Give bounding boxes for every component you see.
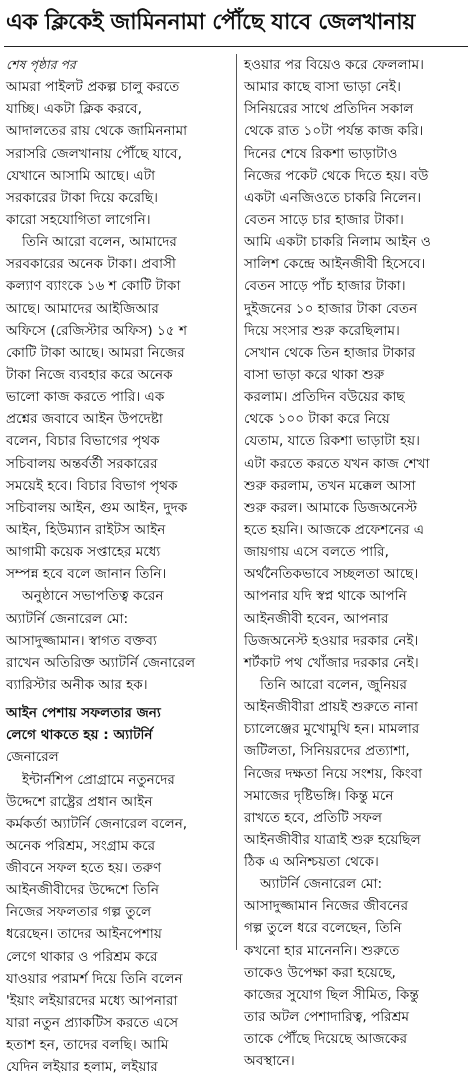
text-line: ধরেছেন। তাদের আইনপেশায়	[6, 926, 162, 943]
text-line: বলেন, বিচার বিভাগের পৃথক	[6, 433, 160, 450]
text-line: অফিসে (রেজিস্টার অফিস) ১৫ শ	[6, 322, 187, 339]
text-line: সমাজের দৃষ্টিভঙ্গি। কিন্তু মনে	[244, 787, 394, 804]
text-line: থেকে ১০০ টাকা করে নিয়ে	[244, 411, 390, 428]
text-line: সরাসরি জেলখানায় পৌঁছে যাবে,	[6, 145, 182, 162]
text-line: হতে হয়নি। আজকে প্রফেশনের এ	[244, 521, 425, 538]
text-line: অবস্থানে।	[244, 1053, 295, 1070]
text-line: নিজের সফলতার গল্প তুলে	[6, 904, 152, 921]
text-line: দুইজনের ১০ হাজার টাকা বেতন	[244, 300, 418, 317]
continuation-kicker: শেষ পৃষ্ঠার পর	[6, 57, 76, 72]
text-line: হতাশ হন, তাদের বলছি। আমি	[6, 1037, 169, 1054]
text-line: সময়েই হবে। বিচার বিভাগ পৃথক	[6, 477, 178, 494]
text-line: থেকে রাত ১০টা পর্যন্ত কাজ করি।	[244, 123, 424, 140]
text-line: সিনিয়রের সাথে প্রতিদিন সকাল	[244, 101, 414, 118]
text-line: সরবকারের অনেক টাকা। প্রবাসী	[6, 256, 176, 273]
left-column	[6, 54, 226, 1076]
text-line: 'ইয়াং লইয়ারদের মধ্যে আপনারা	[6, 992, 178, 1009]
text-line: তাকে পৌঁছে দিয়েছে আজকের	[244, 1031, 408, 1048]
text-line: আইন, হিউম্যান রাইটস আইন	[6, 521, 166, 538]
text-line: আমার কাছে বাসা ভাড়া নেই।	[244, 79, 401, 96]
text-line: অ্যাটর্নি জেনারেল মো:	[6, 610, 129, 627]
text-line: ব্যারিস্টার অনীক আর হক।	[6, 676, 148, 693]
text-line: গল্প তুলে ধরে বলেছেন, তিনি	[244, 920, 402, 937]
text-line: আইনজীবীরা প্রায়ই শুরুতে নানা	[244, 699, 419, 716]
text-line: সচিবালয় অন্তর্বর্তী সরকারের	[6, 455, 158, 472]
text-line: আসাদুজ্জামান নিজের জীবনের	[244, 898, 409, 915]
text-line: অর্থনৈতিকভাবে সচ্ছলতা আছে।	[244, 566, 419, 583]
text-line: আদালতের রায় থেকে জামিননামা	[6, 123, 188, 140]
text-line: চ্যালেঞ্জের মুখোমুখি হন। মামলার	[244, 721, 420, 738]
text-line: যারা নতুন প্র্যাকটিস করতে এসে	[6, 1015, 179, 1032]
headline: এক ক্লিকেই জামিননামা পৌঁছে যাবে জেলখানায়	[6, 10, 415, 35]
text-line: অ্যাটর্নি জেনারেল মো:	[260, 876, 383, 893]
text-line: ঠিক এ অনিশ্চয়তা থেকে।	[244, 854, 379, 871]
text-line: জীবনে সফল হতে হয়। তরুণ	[6, 860, 162, 877]
text-line: সম্পন্ন হবে বলে জানান তিনি।	[6, 566, 167, 583]
text-line: তাকেও উপেক্ষা করা হয়েছে,	[244, 964, 396, 981]
text-line: হওয়ার পর বিয়েও করে ফেললাম।	[244, 57, 425, 73]
text-line: সচিবালয় আইন, গুম আইন, দুদক	[6, 499, 188, 516]
text-line: লেগে থাকতে হয় : অ্যাটর্নি	[6, 727, 153, 744]
text-line: কাজের সুযোগ ছিল সীমিত, কিন্তু	[244, 986, 419, 1003]
text-line: অনেক পরিশ্রম, সংগ্রাম করে	[6, 837, 156, 854]
text-line: আইনজীবীর যাত্রাই শুরু হয়েছিল	[244, 831, 421, 848]
text-line: তিনি আরো বলেন, আমাদের	[22, 234, 177, 251]
text-line: প্রশ্নের জবাবে আইন উপদেষ্টা	[6, 411, 163, 428]
text-line: ভালো কাজ করতে পারি। এক	[6, 389, 165, 406]
text-line: কর্মকর্তা অ্যাটর্নি জেনারেল বলেন,	[6, 815, 188, 832]
text-line: অনুষ্ঠানে সভাপতিত্ব করেন	[22, 588, 164, 605]
text-line: সালিশ কেন্দ্রে আইনজীবী হিসেবে।	[244, 256, 426, 273]
text-line: আইনজীবী হবেন, আপনার	[244, 610, 389, 627]
text-line: জটিলতা, সিনিয়রদের প্রত্যাশা,	[244, 743, 410, 760]
text-line: দিয়ে সংসার শুরু করেছিলাম।	[244, 322, 400, 339]
text-line: শর্টকাট পথ খোঁজার দরকার নেই।	[244, 654, 419, 671]
text-line: আগামী কয়েক সপ্তাহের মধ্যে	[6, 544, 161, 561]
column-divider	[236, 54, 237, 950]
text-line: বেতন সাড়ে চার হাজার টাকা।	[244, 211, 404, 228]
text-line: একটা এনজিওতে চাকরি নিলেন।	[244, 189, 422, 206]
text-line: লেগে থাকার ও পরিশ্রম করে	[6, 948, 158, 965]
right-column	[244, 54, 464, 1070]
text-line: কখনো হার মানেননি। শুরুতে	[244, 942, 400, 959]
text-line: আসাদুজ্জামান। স্বাগত বক্তব্য	[6, 632, 157, 649]
text-line: সরকারের টাকা দিয়ে করেছি।	[6, 189, 159, 206]
text-line: তিনি আরো বলেন, জুনিয়র	[260, 676, 408, 693]
text-line: উদ্দেশে রাষ্ট্রের প্রধান আইন	[6, 793, 153, 810]
text-line: দিনের শেষে রিকশা ভাড়াটাও	[244, 145, 398, 162]
text-line: রাখতে হবে, প্রতিটি সফল	[244, 809, 383, 826]
text-line: কোটি টাকা আছে। আমরা নিজের	[6, 344, 185, 361]
text-line: নিজের দক্ষতা নিয়ে সংশয়, কিংবা	[244, 765, 423, 782]
headline-rule	[4, 46, 468, 47]
text-line: যেতাম, যাতে রিকশা ভাড়াটা হয়।	[244, 433, 421, 450]
text-line: এটা করতে করতে যখন কাজ শেখা	[244, 455, 430, 472]
text-line: শুরু করল। আমাকে ডিজঅনেস্ট	[244, 499, 418, 516]
text-line: আপনার যদি স্বপ্ন থাকে আপনি	[244, 588, 407, 605]
text-line: করলাম। প্রতিদিন বউয়ের কাছ	[244, 389, 405, 406]
text-line: আছে। আমাদের আইজিআর	[6, 300, 159, 317]
text-line: নিজের পকেট থেকে দিতে হয়। বউ	[244, 167, 429, 184]
text-line: যাওয়ার পরামর্শ দিয়ে তিনি বলেন	[6, 970, 183, 987]
text-line: আইন পেশায় সফলতার জন্য	[6, 705, 161, 722]
text-line: আমি একটা চাকরি নিলাম আইন ও	[244, 234, 431, 251]
text-line: কারো সহযোগিতা লাগেনি।	[6, 211, 151, 228]
text-line: সেখান থেকে তিন হাজার টাকার	[244, 344, 416, 361]
text-line: যাচ্ছি। একটা ক্লিক করবে,	[6, 101, 142, 118]
text-line: টাকা নিজে ব্যবহার করে অনেক	[6, 366, 173, 383]
text-line: ডিজঅনেস্ট হওয়ার দরকার নেই।	[244, 632, 419, 649]
text-line: ইন্টার্নশিপ প্রোগ্রামে নতুনদের	[22, 771, 175, 788]
text-line: বেতন সাড়ে পাঁচ হাজার টাকা।	[244, 278, 406, 295]
text-line: শুরু করলাম, তখন মক্কেল আসা	[244, 477, 416, 494]
text-line: রাখেন অতিরিক্ত অ্যাটর্নি জেনারেল	[6, 654, 196, 671]
text-line: কল্যাণ ব্যাংকে ১৬ শ কোটি টাকা	[6, 278, 181, 295]
text-line: যেখানে আসামি আছে। এটা	[6, 167, 156, 184]
text-line: আইনজীবীদের উদ্দেশে তিনি	[6, 882, 159, 899]
text-line: আমরা পাইলট প্রকল্প চালু করতে	[6, 79, 180, 96]
text-line: যেদিন লইয়ার হলাম, লইয়ার	[6, 1059, 158, 1076]
text-line: বাসা ভাড়া করে থাকা শুরু	[244, 366, 385, 383]
text-line: তার অটল পেশাদারিত্ব, পরিশ্রম	[244, 1009, 410, 1026]
text-line: জায়গায় এসে বলতে পারি,	[244, 544, 389, 561]
text-line: জেনারেল	[6, 749, 59, 766]
